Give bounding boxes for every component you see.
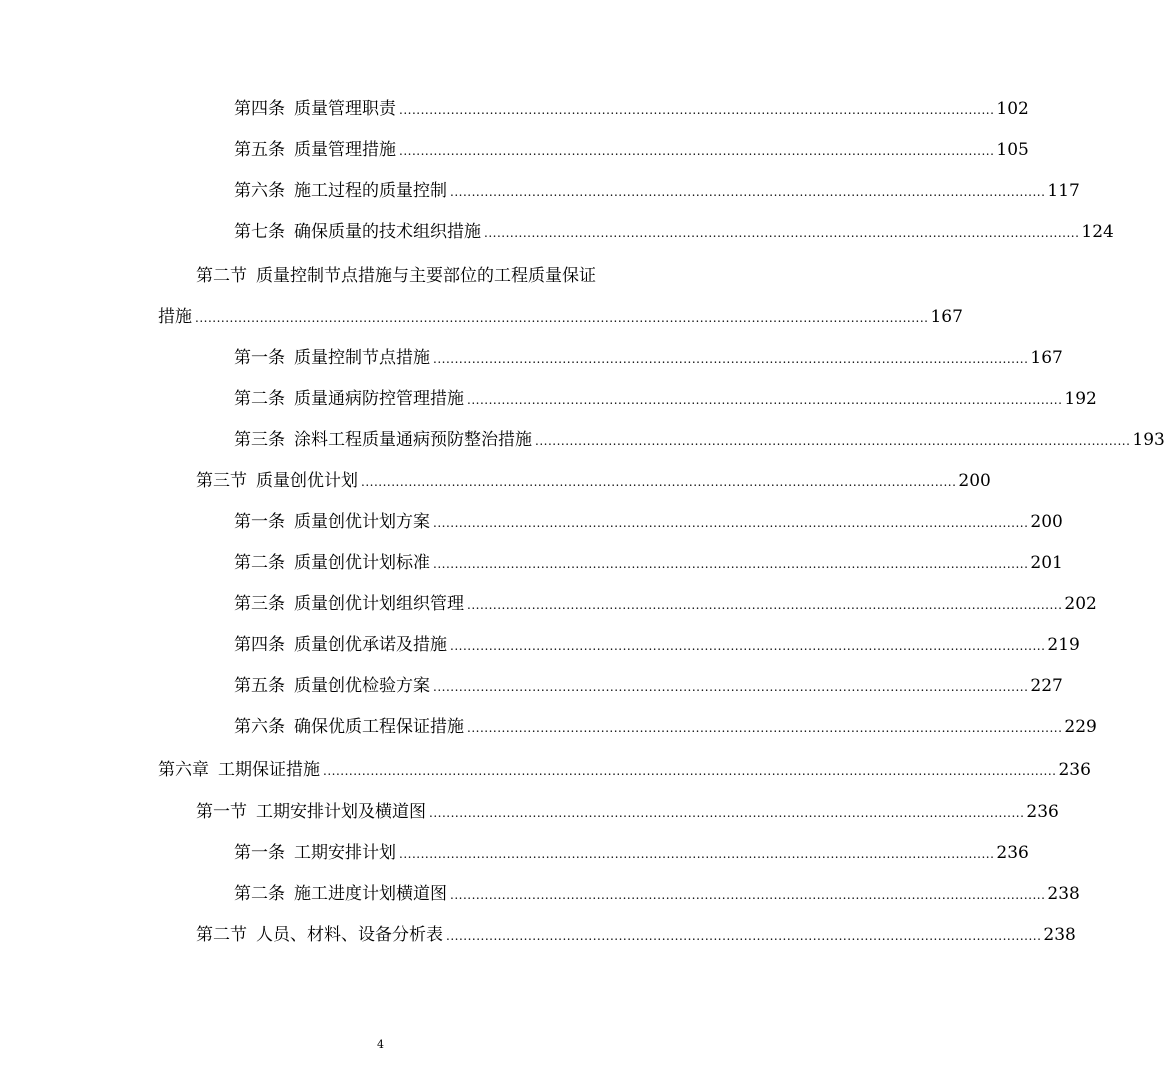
toc-entry-title: 确保优质工程保证措施: [294, 717, 464, 737]
toc-entry-label: 第二条: [234, 389, 285, 409]
toc-entry-page: 238: [1043, 925, 1076, 945]
toc-entry-page: 236: [996, 843, 1029, 863]
toc-entry-page: 236: [1058, 760, 1091, 780]
toc-entry[interactable]: [234, 673, 1063, 699]
toc-entry-label: 第二节: [196, 266, 247, 286]
toc-leader-dots: ..........................................................................................................................................................................: [195, 311, 929, 325]
toc-entry[interactable]: [234, 550, 1063, 576]
toc-entry[interactable]: [234, 386, 1097, 412]
toc-entry-title: 质量控制节点措施: [294, 348, 430, 368]
toc-leader-dots: ..........................................................................................................................................: [433, 352, 1029, 366]
toc-leader-dots: ..........................................................................................................................................: [535, 434, 1131, 448]
toc-entry[interactable]: [196, 468, 991, 494]
toc-entry-label: 第七条: [234, 222, 285, 242]
toc-entry-title: 确保质量的技术组织措施: [294, 222, 481, 242]
toc-entry-label: 第五条: [234, 140, 285, 160]
toc-leader-dots: ..........................................................................................................................................: [450, 185, 1046, 199]
toc-entry[interactable]: [196, 922, 1076, 948]
toc-entry-title: 质量控制节点措施与主要部位的工程质量保证: [256, 266, 596, 286]
toc-leader-dots: ..........................................................................................................................................................................: [323, 764, 1057, 778]
toc-leader-dots: ..........................................................................................................................................: [361, 475, 957, 489]
toc-leader-dots: ..........................................................................................................................................: [433, 516, 1029, 530]
toc-entry-label: 第二条: [234, 884, 285, 904]
toc-entry-label: 第三节: [196, 471, 247, 491]
toc-entry-title: 质量创优计划方案: [294, 512, 430, 532]
toc-entry-title: 工期安排计划: [294, 843, 396, 863]
toc-entry-page: 102: [996, 99, 1029, 119]
toc-entry-title: 工期保证措施: [218, 760, 320, 780]
toc-leader-dots: ..........................................................................................................................................: [429, 806, 1025, 820]
toc-entry-title: 质量管理措施: [294, 140, 396, 160]
toc-entry-title: 涂料工程质量通病预防整治措施: [294, 430, 532, 450]
toc-leader-dots: ..........................................................................................................................................: [450, 888, 1046, 902]
toc-entry-page: 167: [930, 307, 963, 327]
toc-entry-title: 质量创优计划组织管理: [294, 594, 464, 614]
toc-entry[interactable]: [234, 632, 1080, 658]
toc-entry[interactable]: [234, 219, 1114, 245]
toc-leader-dots: ..........................................................................................................................................: [433, 680, 1029, 694]
toc-leader-dots: ..........................................................................................................................................: [467, 721, 1063, 735]
toc-leader-dots: ..........................................................................................................................................: [399, 103, 995, 117]
toc-entry-label: 第六条: [234, 181, 285, 201]
toc-entry-label: 第一条: [234, 512, 285, 532]
toc-entry-title: 质量通病防控管理措施: [294, 389, 464, 409]
toc-entry-title-cont: 措施: [158, 307, 192, 327]
toc-entry-label: 第一条: [234, 843, 285, 863]
toc-leader-dots: ..........................................................................................................................................: [484, 226, 1080, 240]
toc-entry-title: 质量创优计划: [256, 471, 358, 491]
toc-entry-label: 第二节: [196, 925, 247, 945]
toc-entry-title: 质量管理职责: [294, 99, 396, 119]
toc-entry-page: 200: [1030, 512, 1063, 532]
toc-entry[interactable]: [234, 714, 1097, 740]
toc-entry-page: 227: [1030, 676, 1063, 696]
toc-entry-title: 质量创优检验方案: [294, 676, 430, 696]
toc-entry-page: 236: [1026, 802, 1059, 822]
toc-leader-dots: ..........................................................................................................................................: [467, 598, 1063, 612]
toc-entry[interactable]: [158, 757, 1091, 783]
toc-entry[interactable]: [196, 263, 596, 289]
toc-entry-page: 124: [1081, 222, 1114, 242]
toc-entry-title: 施工进度计划横道图: [294, 884, 447, 904]
toc-entry[interactable]: [234, 591, 1097, 617]
toc-entry-page: 238: [1047, 884, 1080, 904]
toc-entry-label: 第二条: [234, 553, 285, 573]
toc-entry-label: 第五条: [234, 676, 285, 696]
toc-entry[interactable]: [234, 427, 1165, 453]
toc-entry-title: 工期安排计划及横道图: [256, 802, 426, 822]
toc-entry-title: 质量创优承诺及措施: [294, 635, 447, 655]
toc-entry-page: 117: [1047, 181, 1080, 201]
toc-entry-page: 200: [958, 471, 991, 491]
toc-leader-dots: ..........................................................................................................................................: [450, 639, 1046, 653]
toc-entry[interactable]: [234, 178, 1080, 204]
toc-entry-label: 第六章: [158, 760, 209, 780]
toc-leader-dots: ..........................................................................................................................................: [433, 557, 1029, 571]
toc-entry[interactable]: [234, 881, 1080, 907]
toc-leader-dots: ..........................................................................................................................................: [446, 929, 1042, 943]
toc-entry-label: 第六条: [234, 717, 285, 737]
toc-entry-title: 人员、材料、设备分析表: [256, 925, 443, 945]
toc-entry-label: 第一节: [196, 802, 247, 822]
toc-entry-label: 第三条: [234, 430, 285, 450]
toc-leader-dots: ..........................................................................................................................................: [467, 393, 1063, 407]
toc-entry[interactable]: [234, 345, 1063, 371]
toc-entry-label: 第三条: [234, 594, 285, 614]
toc-entry[interactable]: [196, 799, 1059, 825]
toc-entry-label: 第四条: [234, 635, 285, 655]
toc-entry-title: 施工过程的质量控制: [294, 181, 447, 201]
toc-entry[interactable]: [234, 509, 1063, 535]
toc-entry-page: 193: [1132, 430, 1165, 450]
toc-entry-label: 第一条: [234, 348, 285, 368]
toc-entry[interactable]: [234, 840, 1029, 866]
toc-leader-dots: ..........................................................................................................................................: [399, 144, 995, 158]
page-number: 4: [377, 1038, 384, 1051]
toc-entry-page: 192: [1064, 389, 1097, 409]
toc-entry-page: 167: [1030, 348, 1063, 368]
toc-entry-page: 201: [1030, 553, 1063, 573]
toc-entry-label: 第四条: [234, 99, 285, 119]
toc-leader-dots: ..........................................................................................................................................: [399, 847, 995, 861]
toc-entry-page: 219: [1047, 635, 1080, 655]
toc-entry-page: 105: [996, 140, 1029, 160]
toc-entry-continuation[interactable]: [158, 304, 963, 330]
toc-entry-title: 质量创优计划标准: [294, 553, 430, 573]
toc-entry[interactable]: [234, 96, 1029, 122]
toc-entry[interactable]: [234, 137, 1029, 163]
toc-entry-page: 229: [1064, 717, 1097, 737]
toc-entry-page: 202: [1064, 594, 1097, 614]
